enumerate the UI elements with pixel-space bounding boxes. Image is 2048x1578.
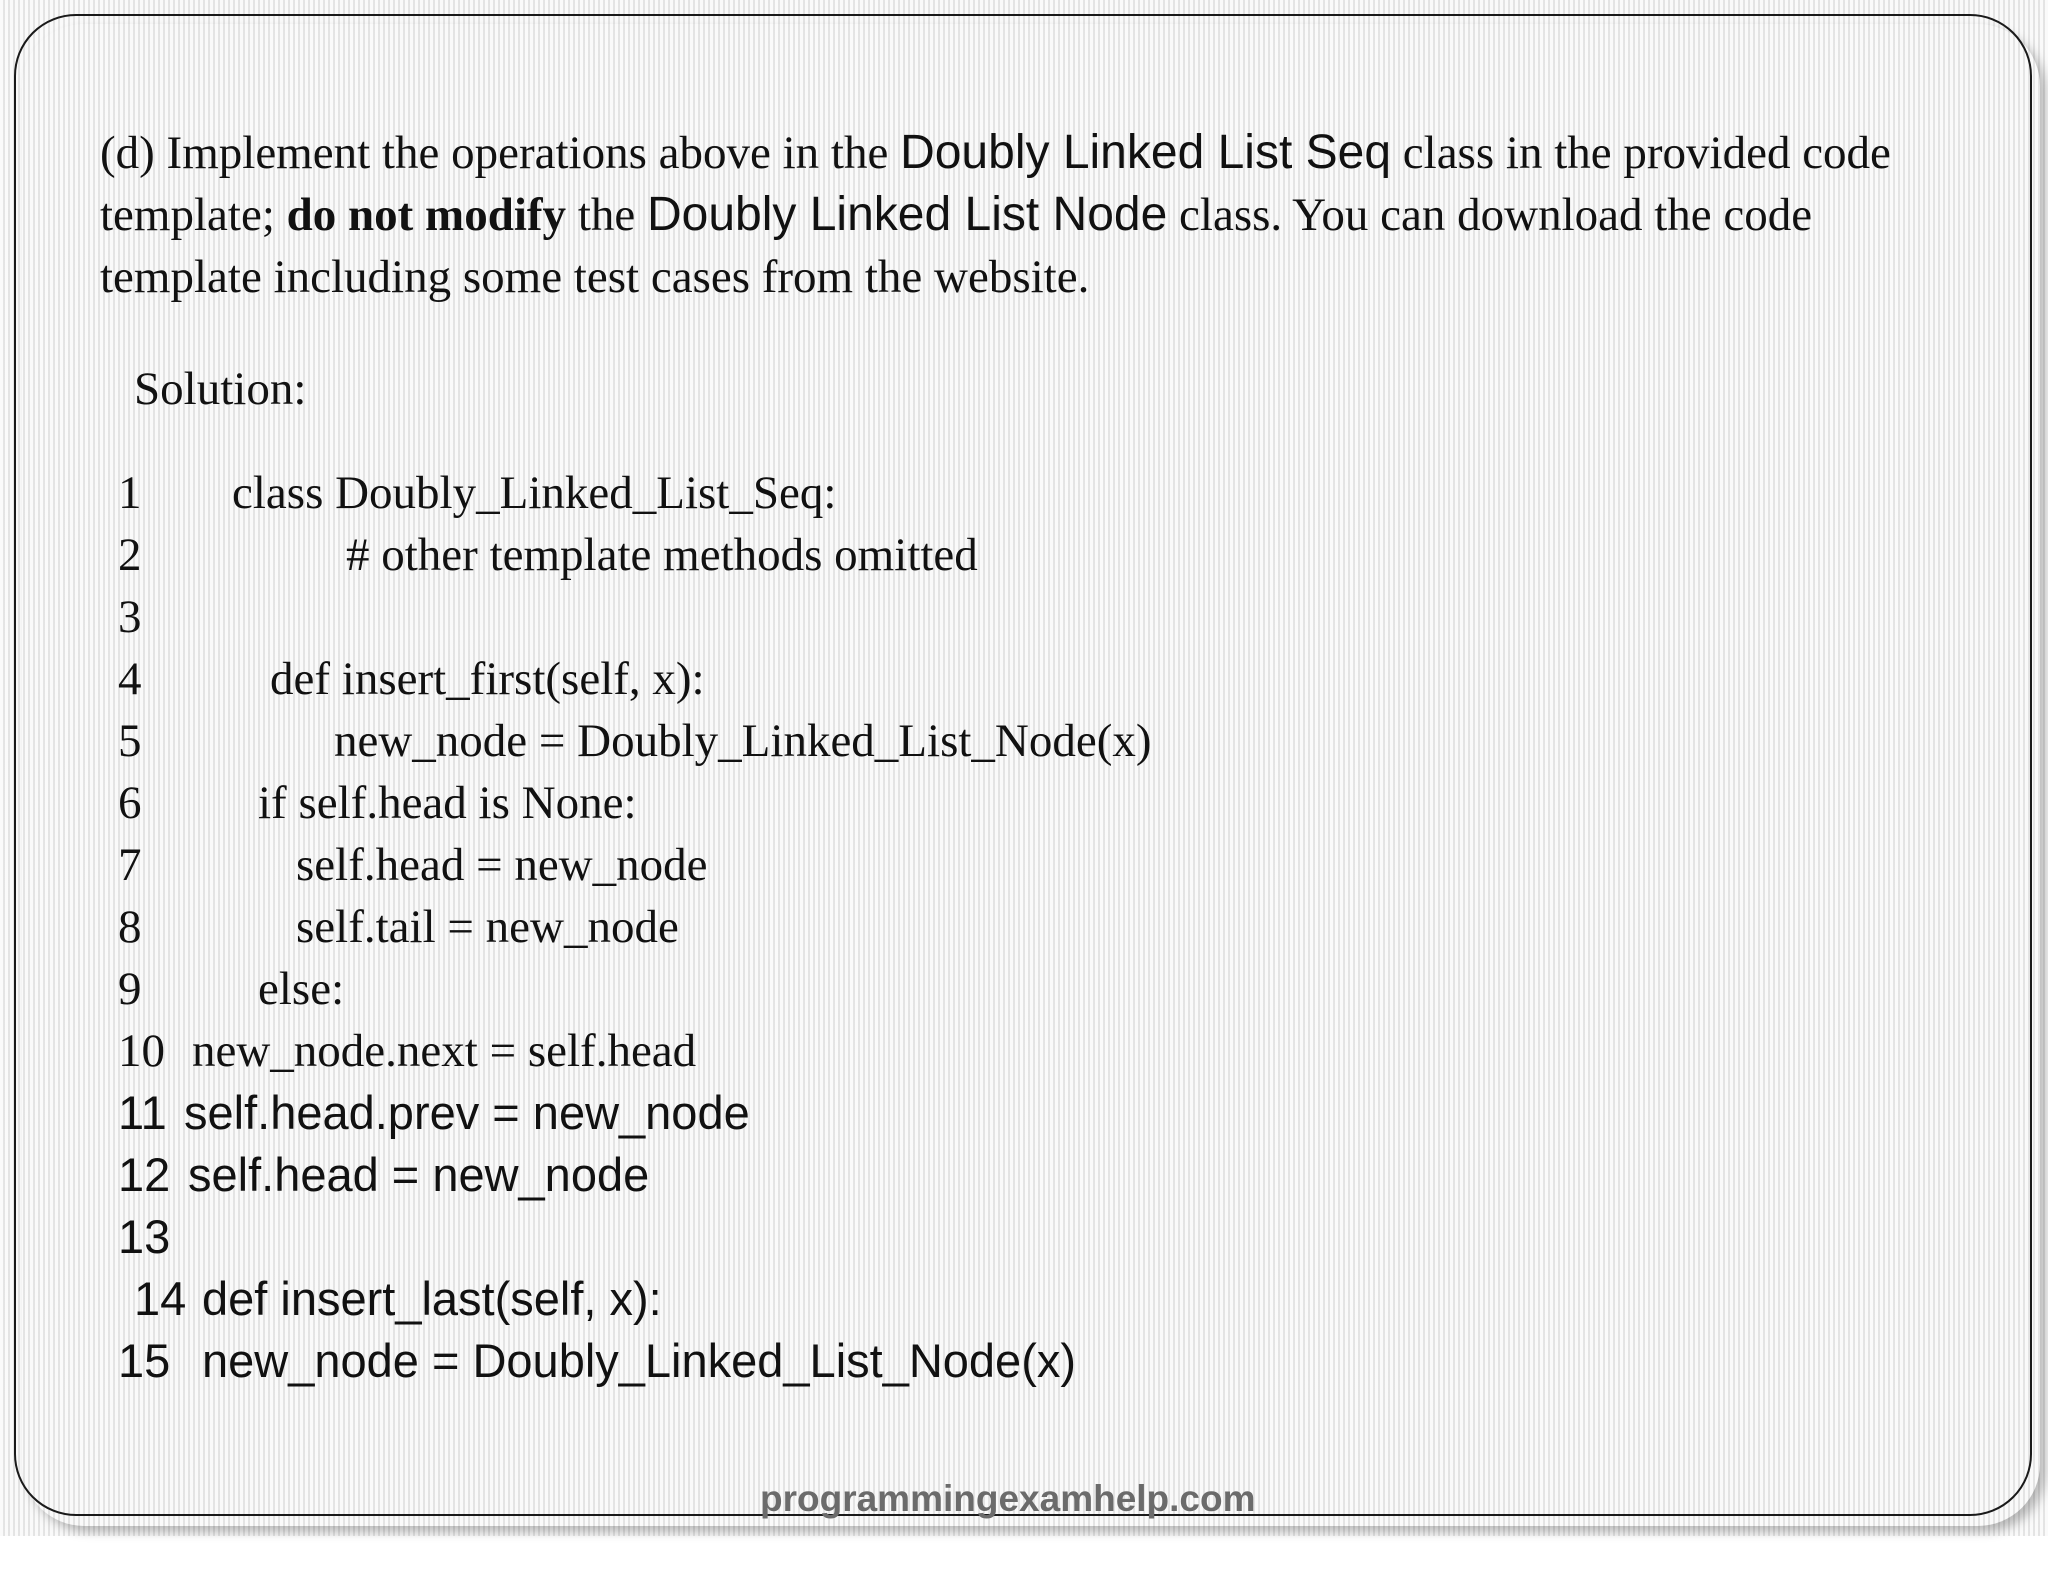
question-text (100, 122, 1980, 308)
code-text: self.head.prev = new_node (184, 1086, 750, 1139)
line-number: 7 (118, 839, 142, 891)
code-text: new_node.next = self.head (192, 1025, 697, 1077)
question-middle-1: class in the provided code template; (100, 127, 1891, 241)
class-name-seq: Doubly Linked List Seq (900, 126, 1392, 179)
code-text: new_node = Doubly_Linked_List_Node(x) (334, 715, 1152, 767)
code-text: # other template methods omitted (346, 529, 978, 581)
question-middle-2: the (566, 189, 647, 241)
code-text: if self.head is None: (258, 777, 637, 829)
solution-label: Solution: (134, 363, 307, 415)
code-text: self.head = new_node (188, 1148, 650, 1201)
code-text: def insert_first(self, x): (270, 653, 705, 705)
line-number: 3 (118, 591, 142, 643)
code-text: new_node = Doubly_Linked_List_Node(x) (202, 1334, 1076, 1387)
footer-watermark: programmingexamhelp.com (760, 1478, 1256, 1519)
line-number: 1 (118, 467, 142, 519)
question-prefix: (d) Implement the operations above in the (100, 127, 901, 179)
code-text: class Doubly_Linked_List_Seq: (232, 467, 837, 519)
line-number: 10 (118, 1025, 165, 1077)
line-number: 2 (118, 529, 142, 581)
code-text: else: (258, 963, 345, 1015)
code-text: self.tail = new_node (296, 901, 679, 953)
line-number: 15 (118, 1334, 171, 1387)
line-number: 8 (118, 901, 142, 953)
code-text: def insert_last(self, x): (202, 1272, 662, 1325)
do-not-modify-bold: do not modify (286, 189, 567, 241)
line-number: 9 (118, 963, 142, 1015)
code-text: self.head = new_node (296, 839, 708, 891)
line-number: 11 (118, 1086, 167, 1139)
line-number: 14 (134, 1272, 187, 1325)
line-number: 5 (118, 715, 142, 767)
line-number: 4 (118, 653, 142, 705)
line-number: 6 (118, 777, 142, 829)
question-suffix: class. You can download the code template including some test cases from the website. (100, 189, 1813, 303)
class-name-node: Doubly Linked List Node (646, 188, 1168, 241)
line-number: 13 (118, 1210, 171, 1263)
line-number: 12 (118, 1148, 171, 1201)
